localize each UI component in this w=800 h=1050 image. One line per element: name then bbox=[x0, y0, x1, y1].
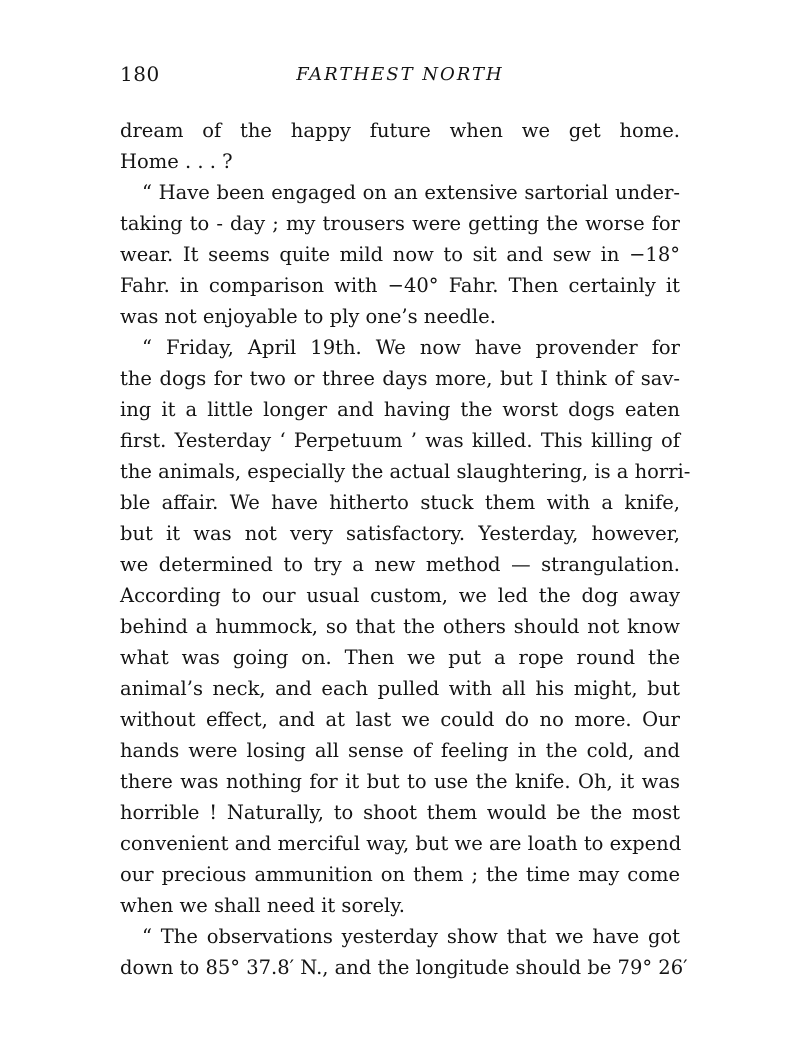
text-line: ing it a little longer and having the worst dogs eaten bbox=[120, 398, 680, 421]
text-line: convenient and merciful way, but we are loath to expend bbox=[120, 832, 682, 855]
text-line: animal’s neck, and each pulled with all his might, but bbox=[120, 677, 680, 700]
text-line: Fahr. in comparison with −40° Fahr. Then certainly it bbox=[120, 274, 680, 297]
text-line: when we shall need it sorely. bbox=[120, 894, 405, 917]
text-line: what was going on. Then we put a rope round the bbox=[120, 646, 680, 669]
text-line: but it was not very satisfactory. Yesterday, however, bbox=[120, 522, 680, 545]
running-title: FARTHEST NORTH bbox=[296, 64, 504, 85]
text-line: horrible ! Naturally, to shoot them would be the most bbox=[120, 801, 680, 824]
text-line: According to our usual custom, we led the dog away bbox=[120, 584, 680, 607]
page-header bbox=[120, 62, 680, 96]
text-line: was not enjoyable to ply one’s needle. bbox=[120, 305, 496, 328]
text-line: our precious ammunition on them ; the time may come bbox=[120, 863, 680, 886]
text-line: we determined to try a new method — strangulation. bbox=[120, 553, 680, 576]
text-line: hands were losing all sense of feeling in the cold, and bbox=[120, 739, 680, 762]
text-line: down to 85° 37.8′ N., and the longitude should be 79° 26′ bbox=[120, 956, 688, 979]
text-line: “ The observations yesterday show that we have got bbox=[142, 925, 680, 948]
text-line: there was nothing for it but to use the knife. Oh, it was bbox=[120, 770, 680, 793]
text-line: the animals, especially the actual slaughtering, is a horri- bbox=[120, 460, 691, 483]
text-line: without effect, and at last we could do no more. Our bbox=[120, 708, 680, 731]
text-line: “ Have been engaged on an extensive sartorial under- bbox=[142, 181, 680, 204]
text-line: taking to - day ; my trousers were getting the worse for bbox=[120, 212, 680, 235]
text-line: ble affair. We have hitherto stuck them with a knife, bbox=[120, 491, 680, 514]
text-line: wear. It seems quite mild now to sit and sew in −18° bbox=[120, 243, 680, 266]
text-line: Home . . . ? bbox=[120, 150, 233, 173]
text-line: the dogs for two or three days more, but I think of sav- bbox=[120, 367, 680, 390]
text-line: “ Friday, April 19th. We now have provender for bbox=[142, 336, 680, 359]
text-line: dream of the happy future when we get home. bbox=[120, 119, 680, 142]
text-line: behind a hummock, so that the others should not know bbox=[120, 615, 680, 638]
text-line: first. Yesterday ‘ Perpetuum ’ was killed. This killing of bbox=[120, 429, 680, 452]
page-number: 180 bbox=[120, 62, 160, 86]
body-text bbox=[120, 115, 691, 983]
